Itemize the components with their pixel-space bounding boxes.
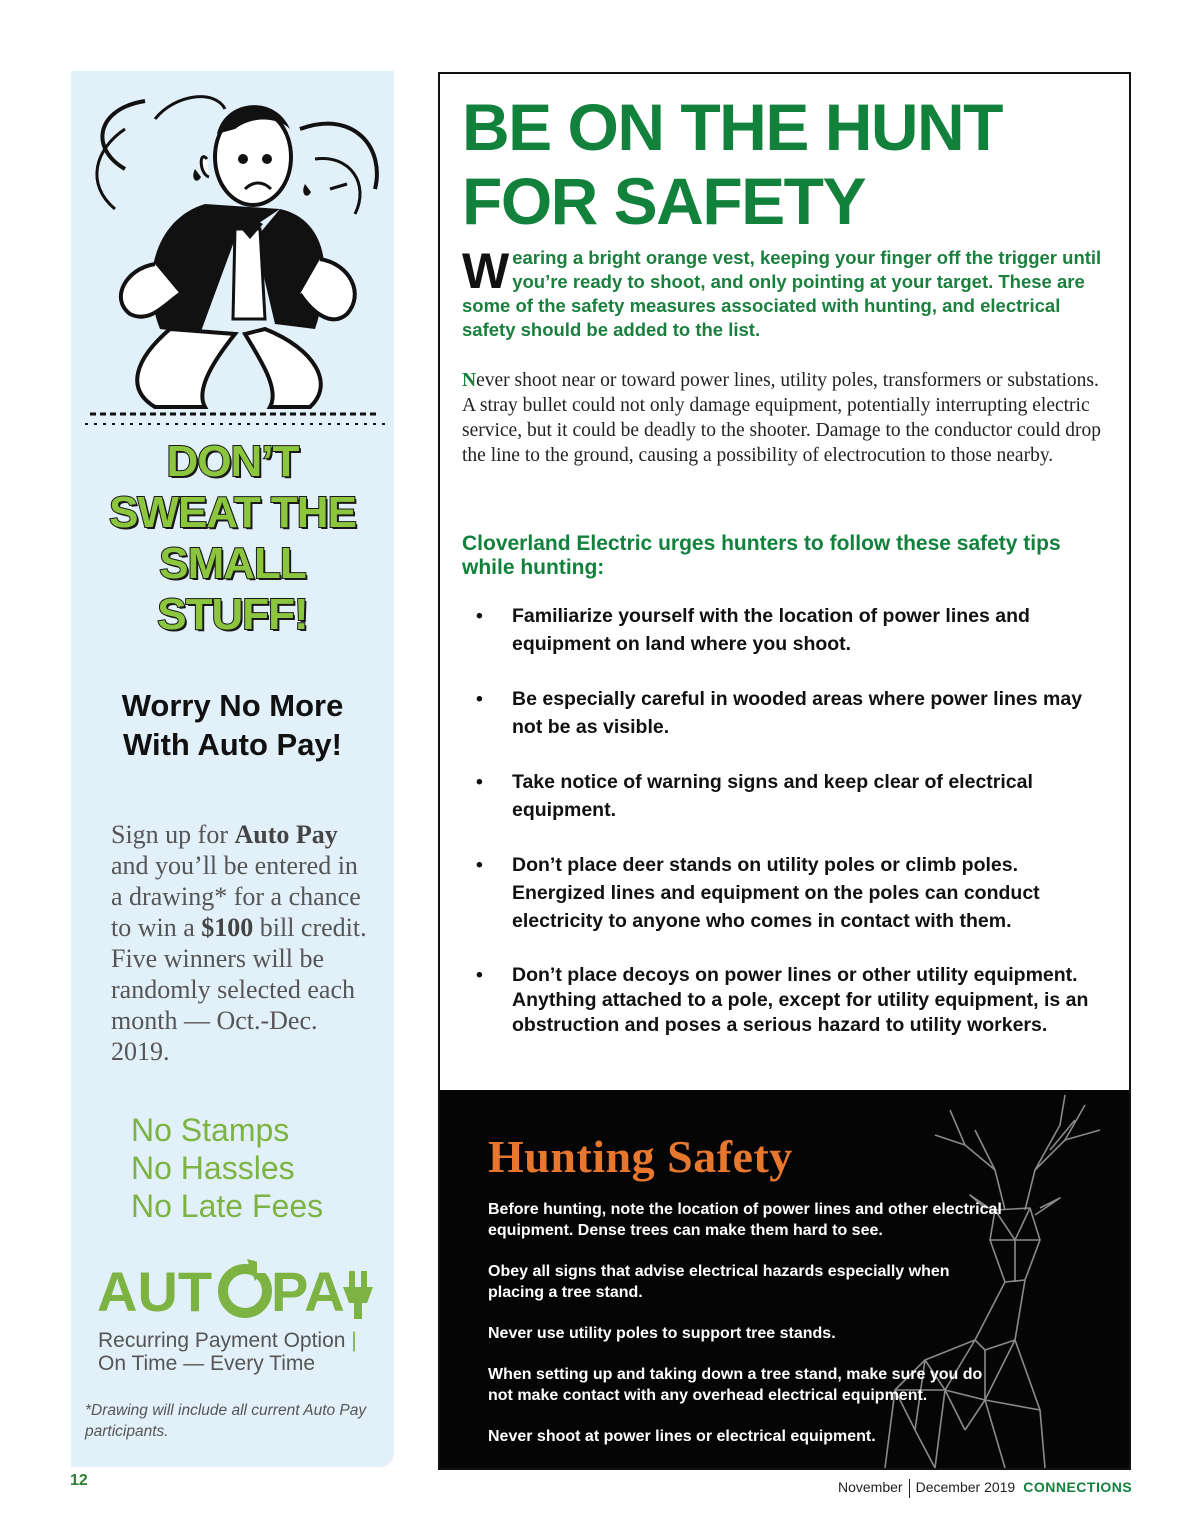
tagline-divider: | [351,1329,357,1352]
signup-text: Sign up for [111,820,235,849]
initial-letter: N [462,370,477,391]
headline-line: STUFF! [157,590,308,639]
headline-line: DON’T [166,437,299,486]
list-item: • Don’t place deer stands on utility poles or climb poles. Energized lines and equipment on the poles can conduct electricity to anyone who comes in contact with them. [462,851,1102,963]
list-item: Before hunting, note the location of power lines and other electrical equipment. Dense trees can make them hard to see. [488,1201,1002,1239]
plug-icon [343,1271,373,1319]
body-text: ever shoot near or toward power lines, utility poles, transformers or substations. A stray bullet could not only damage equipment, potentially interrupting electric service, but it could be deadly to the shooter. Damage to the conductor could drop the line to the ground, causing a possibility of electrocution to those nearby. [462,370,1101,466]
sweating-man-illustration [85,89,385,434]
list-item: • Take notice of warning signs and keep clear of electrical equipment. [462,768,1102,851]
recurring-tagline [98,1329,388,1375]
hunting-safety-article [438,72,1131,1470]
worry-line: Worry No More [121,688,344,723]
list-item: Never shoot at power lines or electrical equipment. [488,1428,876,1445]
footer-divider [909,1479,910,1498]
tips-heading: Cloverland Electric urges hunters to follow these safety tips while hunting: [462,532,1061,579]
footer-issue: December 2019 [915,1479,1016,1496]
dont-sweat-headline [71,436,394,640]
refresh-arrow-icon [223,1259,269,1313]
worry-line: With Auto Pay! [123,727,342,762]
benefit-item: No Stamps [131,1112,290,1148]
list-item: Obey all signs that advise electrical hazards especially when placing a tree stand. [488,1263,950,1301]
list-item: When setting up and taking down a tree stand, make sure you do not make contact with any overhead electrical equipment. [488,1366,983,1404]
hunting-safety-box [440,1090,1129,1468]
prize-amount: $100 [201,913,254,942]
hunting-safety-title: Hunting Safety [488,1131,793,1182]
benefit-item: No Hassles [131,1150,295,1186]
list-item: • Be especially careful in wooded areas where power lines may not be as visible. [462,685,1102,768]
list-item: • Familiarize yourself with the location of power lines and equipment on land where you shoot. [462,602,1102,685]
autopay-logo [97,1251,377,1321]
signup-paragraph [111,819,371,1067]
drop-cap: W [462,243,510,299]
worry-heading [71,686,394,764]
recurring-line: On Time — Every Time [98,1352,316,1375]
footer-month: November [838,1479,903,1496]
article-lead [462,243,1112,342]
page-footer [838,1479,1138,1499]
autopay-brand-text: Auto Pay [234,820,338,849]
hunting-tips-list [488,1199,1008,1467]
article-title [462,90,1112,238]
autopay-logo-right: PA [271,1260,345,1321]
autopay-logo-left: AUT [97,1260,213,1321]
article-body-paragraph [462,368,1102,468]
benefits-list [131,1111,381,1225]
lead-text: earing a bright orange vest, keeping your finger off the trigger until you’re ready to shoot, and only pointing at your target. These are some of the safety measures associated with hunting, and electrical safety should be added to the list. [462,247,1102,340]
drawing-disclaimer: *Drawing will include all current Auto Pay participants. [85,1402,367,1440]
autopay-sidebar [71,71,394,1467]
title-line: FOR SAFETY [462,164,866,238]
benefit-item: No Late Fees [131,1188,324,1224]
recurring-line: Recurring Payment Option [98,1329,346,1352]
signup-text: bill credit. Five winners will be randomly selected each month — Oct.-Dec. 2019. [111,913,367,1066]
signup-text: and you’ll be entered in a drawing* for a chance to win a [111,851,361,942]
list-item: Never use utility poles to support tree stands. [488,1325,836,1342]
page-number: 12 [70,1472,88,1489]
headline-line: SMALL [159,539,306,588]
safety-tips-list [462,602,1102,1038]
magazine-name: CONNECTIONS [1023,1479,1133,1496]
list-item: • Don’t place decoys on power lines or other utility equipment. Anything attached to a pole, except for utility equipment, is an obstruction and poses a serious hazard to utility workers. [462,963,1102,1038]
title-line: BE ON THE HUNT [462,90,1002,164]
headline-line: SWEAT THE [109,488,356,537]
